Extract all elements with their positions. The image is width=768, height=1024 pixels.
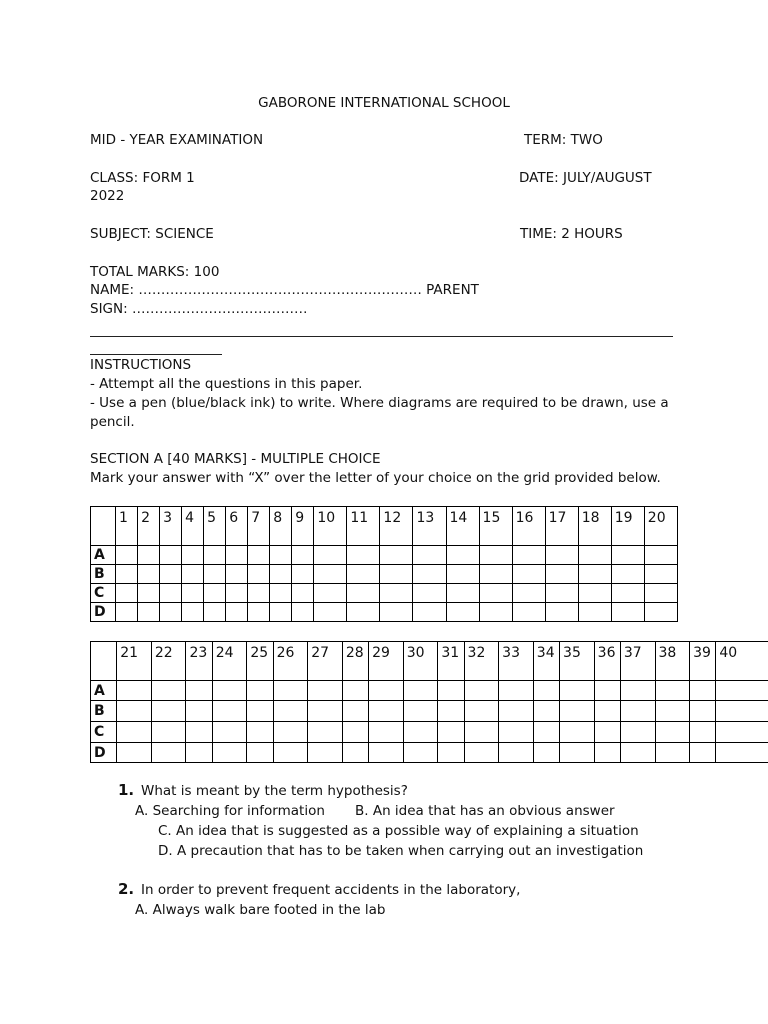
answer-cell[interactable] <box>594 701 620 722</box>
answer-cell[interactable] <box>314 565 347 584</box>
answer-cell[interactable] <box>212 681 247 701</box>
question-number-cell: 7 <box>248 507 270 546</box>
answer-cell[interactable] <box>533 701 559 722</box>
answer-cell[interactable] <box>446 565 479 584</box>
answer-cell[interactable] <box>186 701 212 722</box>
question-number-cell: 17 <box>545 507 578 546</box>
answer-cell[interactable] <box>438 681 464 701</box>
row-label: A <box>91 546 116 565</box>
answer-cell[interactable] <box>248 584 270 603</box>
answer-cell[interactable] <box>138 603 160 622</box>
question-number-cell: 15 <box>479 507 512 546</box>
answer-cell[interactable] <box>273 701 308 722</box>
answer-cell[interactable] <box>292 584 314 603</box>
question-number: 2. <box>118 880 135 898</box>
answer-cell[interactable] <box>545 546 578 565</box>
answer-cell[interactable] <box>380 603 413 622</box>
answer-cell[interactable] <box>512 584 545 603</box>
answer-cell[interactable] <box>342 743 368 763</box>
question-number-cell: 18 <box>578 507 611 546</box>
answer-cell[interactable] <box>186 681 212 701</box>
answer-cell[interactable] <box>308 701 343 722</box>
option-c: C. An idea that is suggested as a possible way of explaining a situation <box>158 823 639 839</box>
answer-cell[interactable] <box>151 722 186 743</box>
instruction-line: - Attempt all the questions in this paper. <box>90 376 363 392</box>
grid-row-d <box>91 603 678 622</box>
answer-cell[interactable] <box>403 722 438 743</box>
divider-line <box>90 336 673 337</box>
question-number-cell: 28 <box>342 642 368 681</box>
answer-cell[interactable] <box>308 743 343 763</box>
answer-cell[interactable] <box>186 743 212 763</box>
question-number-cell: 36 <box>594 642 620 681</box>
grid-header-row <box>91 642 768 681</box>
answer-cell[interactable] <box>138 546 160 565</box>
row-label: D <box>91 743 117 763</box>
question-number-cell: 16 <box>512 507 545 546</box>
answer-cell[interactable] <box>690 743 716 763</box>
option-d: D. A precaution that has to be taken when carrying out an investigation <box>158 843 644 859</box>
answer-cell[interactable] <box>560 743 595 763</box>
answer-cell[interactable] <box>620 722 655 743</box>
answer-cell[interactable] <box>464 681 499 701</box>
question-number-cell: 10 <box>314 507 347 546</box>
answer-cell[interactable] <box>151 701 186 722</box>
answer-cell[interactable] <box>644 584 677 603</box>
answer-cell[interactable] <box>716 701 768 722</box>
answer-cell[interactable] <box>655 722 690 743</box>
answer-cell[interactable] <box>116 584 138 603</box>
row-label: A <box>91 681 117 701</box>
answer-cell[interactable] <box>182 584 204 603</box>
question-number-cell: 33 <box>499 642 534 681</box>
answer-cell[interactable] <box>226 565 248 584</box>
answer-cell[interactable] <box>116 603 138 622</box>
answer-cell[interactable] <box>413 546 446 565</box>
question-number-cell: 20 <box>644 507 677 546</box>
answer-cell[interactable] <box>116 565 138 584</box>
grid-corner-cell <box>91 642 117 681</box>
answer-cell[interactable] <box>716 681 768 701</box>
answer-cell[interactable] <box>247 681 273 701</box>
question-number-cell: 25 <box>247 642 273 681</box>
answer-cell[interactable] <box>138 565 160 584</box>
answer-cell[interactable] <box>347 584 380 603</box>
answer-cell[interactable] <box>446 546 479 565</box>
question-number-cell: 8 <box>270 507 292 546</box>
answer-cell[interactable] <box>292 603 314 622</box>
row-label: B <box>91 701 117 722</box>
answer-cell[interactable] <box>620 681 655 701</box>
row-label: C <box>91 722 117 743</box>
answer-cell[interactable] <box>347 603 380 622</box>
answer-cell[interactable] <box>212 722 247 743</box>
answer-cell[interactable] <box>464 701 499 722</box>
answer-cell[interactable] <box>160 584 182 603</box>
answer-cell[interactable] <box>464 722 499 743</box>
answer-cell[interactable] <box>273 743 308 763</box>
answer-cell[interactable] <box>716 743 768 763</box>
question-number-cell: 2 <box>138 507 160 546</box>
answer-cell[interactable] <box>270 584 292 603</box>
school-name: GABORONE INTERNATIONAL SCHOOL <box>258 95 510 111</box>
instruction-line: pencil. <box>90 414 135 430</box>
answer-cell[interactable] <box>403 743 438 763</box>
answer-cell[interactable] <box>644 546 677 565</box>
answer-cell[interactable] <box>413 584 446 603</box>
question-number-cell: 34 <box>533 642 559 681</box>
answer-cell[interactable] <box>578 603 611 622</box>
answer-grid-21-40 <box>90 641 768 763</box>
answer-cell[interactable] <box>117 681 152 701</box>
answer-cell[interactable] <box>342 701 368 722</box>
answer-cell[interactable] <box>347 565 380 584</box>
question-number-cell: 9 <box>292 507 314 546</box>
answer-cell[interactable] <box>413 565 446 584</box>
answer-cell[interactable] <box>611 546 644 565</box>
answer-cell[interactable] <box>314 584 347 603</box>
answer-cell[interactable] <box>117 722 152 743</box>
answer-cell[interactable] <box>369 743 404 763</box>
answer-cell[interactable] <box>438 743 464 763</box>
answer-cell[interactable] <box>690 701 716 722</box>
answer-cell[interactable] <box>716 722 768 743</box>
subject-label: SUBJECT: SCIENCE <box>90 226 214 242</box>
answer-cell[interactable] <box>438 722 464 743</box>
instruction-line: - Use a pen (blue/black ink) to write. Where diagrams are required to be drawn, use a <box>90 395 669 411</box>
option-a: A. Searching for information <box>135 803 325 819</box>
answer-cell[interactable] <box>578 584 611 603</box>
answer-cell[interactable] <box>117 743 152 763</box>
question-number-cell: 3 <box>160 507 182 546</box>
total-marks: TOTAL MARKS: 100 <box>90 264 220 280</box>
row-label: B <box>91 565 116 584</box>
question-number-cell: 30 <box>403 642 438 681</box>
question-number-cell: 24 <box>212 642 247 681</box>
grid-row-b <box>91 701 768 722</box>
answer-cell[interactable] <box>182 565 204 584</box>
grid-header-row <box>91 507 678 546</box>
answer-grid-1-20 <box>90 506 678 622</box>
answer-cell[interactable] <box>314 546 347 565</box>
answer-cell[interactable] <box>499 743 534 763</box>
section-a-title: SECTION A [40 MARKS] - MULTIPLE CHOICE <box>90 451 381 467</box>
grid-row-b <box>91 565 678 584</box>
answer-cell[interactable] <box>369 701 404 722</box>
answer-cell[interactable] <box>247 701 273 722</box>
answer-cell[interactable] <box>438 701 464 722</box>
divider-line-short <box>90 354 222 355</box>
time-label: TIME: 2 HOURS <box>520 226 623 242</box>
question-number-cell: 38 <box>655 642 690 681</box>
answer-cell[interactable] <box>560 681 595 701</box>
grid-row-c <box>91 722 768 743</box>
answer-cell[interactable] <box>533 722 559 743</box>
answer-cell[interactable] <box>499 681 534 701</box>
answer-cell[interactable] <box>380 565 413 584</box>
answer-cell[interactable] <box>347 546 380 565</box>
question-number-cell: 6 <box>226 507 248 546</box>
answer-cell[interactable] <box>151 681 186 701</box>
answer-cell[interactable] <box>248 546 270 565</box>
instructions-heading: INSTRUCTIONS <box>90 357 192 373</box>
answer-cell[interactable] <box>270 546 292 565</box>
answer-cell[interactable] <box>512 565 545 584</box>
answer-cell[interactable] <box>314 603 347 622</box>
answer-cell[interactable] <box>247 722 273 743</box>
question-text: In order to prevent frequent accidents in the laboratory, <box>141 882 521 898</box>
answer-cell[interactable] <box>479 565 512 584</box>
answer-cell[interactable] <box>138 584 160 603</box>
answer-cell[interactable] <box>690 722 716 743</box>
answer-cell[interactable] <box>578 546 611 565</box>
answer-cell[interactable] <box>403 701 438 722</box>
grid-row-c <box>91 584 678 603</box>
grid-row-a <box>91 681 768 701</box>
question-number-cell: 21 <box>117 642 152 681</box>
answer-cell[interactable] <box>499 701 534 722</box>
answer-cell[interactable] <box>204 546 226 565</box>
answer-cell[interactable] <box>594 743 620 763</box>
answer-cell[interactable] <box>690 681 716 701</box>
question-number-cell: 27 <box>308 642 343 681</box>
answer-cell[interactable] <box>611 584 644 603</box>
answer-cell[interactable] <box>186 722 212 743</box>
answer-cell[interactable] <box>226 584 248 603</box>
answer-cell[interactable] <box>380 546 413 565</box>
answer-cell[interactable] <box>212 743 247 763</box>
grid-corner-cell <box>91 507 116 546</box>
question-number-cell: 1 <box>116 507 138 546</box>
answer-cell[interactable] <box>611 565 644 584</box>
answer-cell[interactable] <box>512 546 545 565</box>
sign-line: SIGN: ………………………………… <box>90 301 308 317</box>
answer-cell[interactable] <box>182 546 204 565</box>
answer-cell[interactable] <box>248 603 270 622</box>
question-number-cell: 39 <box>690 642 716 681</box>
answer-cell[interactable] <box>273 722 308 743</box>
answer-cell[interactable] <box>499 722 534 743</box>
grid-row-d <box>91 743 768 763</box>
answer-cell[interactable] <box>273 681 308 701</box>
answer-cell[interactable] <box>160 603 182 622</box>
question-number-cell: 31 <box>438 642 464 681</box>
answer-cell[interactable] <box>308 681 343 701</box>
answer-cell[interactable] <box>560 701 595 722</box>
answer-cell[interactable] <box>212 701 247 722</box>
answer-cell[interactable] <box>644 565 677 584</box>
answer-cell[interactable] <box>204 584 226 603</box>
answer-cell[interactable] <box>369 681 404 701</box>
name-line: NAME: ……………………………………………………… PARENT <box>90 282 479 298</box>
question-number: 1. <box>118 781 135 799</box>
answer-cell[interactable] <box>342 722 368 743</box>
term-label: TERM: TWO <box>524 132 603 148</box>
answer-cell[interactable] <box>512 603 545 622</box>
answer-cell[interactable] <box>560 722 595 743</box>
answer-cell[interactable] <box>247 743 273 763</box>
question-number-cell: 40 <box>716 642 768 681</box>
answer-cell[interactable] <box>160 565 182 584</box>
answer-cell[interactable] <box>182 603 204 622</box>
question-number-cell: 22 <box>151 642 186 681</box>
question-number-cell: 13 <box>413 507 446 546</box>
answer-cell[interactable] <box>620 743 655 763</box>
question-number-cell: 37 <box>620 642 655 681</box>
answer-cell[interactable] <box>226 603 248 622</box>
answer-cell[interactable] <box>655 743 690 763</box>
answer-cell[interactable] <box>533 681 559 701</box>
answer-cell[interactable] <box>403 681 438 701</box>
answer-cell[interactable] <box>655 701 690 722</box>
exam-title: MID - YEAR EXAMINATION <box>90 132 264 148</box>
grid-row-a <box>91 546 678 565</box>
question-number-cell: 14 <box>446 507 479 546</box>
answer-cell[interactable] <box>308 722 343 743</box>
answer-cell[interactable] <box>620 701 655 722</box>
answer-cell[interactable] <box>204 565 226 584</box>
answer-cell[interactable] <box>160 546 182 565</box>
question-text: What is meant by the term hypothesis? <box>141 783 408 799</box>
answer-cell[interactable] <box>369 722 404 743</box>
answer-cell[interactable] <box>479 603 512 622</box>
answer-cell[interactable] <box>151 743 186 763</box>
answer-cell[interactable] <box>342 681 368 701</box>
option-b: B. An idea that has an obvious answer <box>355 803 615 819</box>
answer-cell[interactable] <box>292 546 314 565</box>
answer-cell[interactable] <box>117 701 152 722</box>
answer-cell[interactable] <box>545 565 578 584</box>
row-label: C <box>91 584 116 603</box>
answer-cell[interactable] <box>248 565 270 584</box>
question-number-cell: 32 <box>464 642 499 681</box>
question-number-cell: 29 <box>369 642 404 681</box>
answer-cell[interactable] <box>204 603 226 622</box>
answer-cell[interactable] <box>446 603 479 622</box>
question-number-cell: 35 <box>560 642 595 681</box>
question-number-cell: 12 <box>380 507 413 546</box>
answer-cell[interactable] <box>655 681 690 701</box>
answer-cell[interactable] <box>116 546 138 565</box>
answer-cell[interactable] <box>611 603 644 622</box>
class-label: CLASS: FORM 1 <box>90 170 195 186</box>
option-a: A. Always walk bare footed in the lab <box>135 902 386 918</box>
answer-cell[interactable] <box>479 584 512 603</box>
answer-cell[interactable] <box>644 603 677 622</box>
answer-cell[interactable] <box>270 603 292 622</box>
answer-cell[interactable] <box>594 681 620 701</box>
answer-cell[interactable] <box>292 565 314 584</box>
question-number-cell: 23 <box>186 642 212 681</box>
question-number-cell: 5 <box>204 507 226 546</box>
answer-cell[interactable] <box>270 565 292 584</box>
answer-cell[interactable] <box>545 584 578 603</box>
answer-cell[interactable] <box>226 546 248 565</box>
question-number-cell: 4 <box>182 507 204 546</box>
date-label: DATE: JULY/AUGUST <box>519 170 652 186</box>
answer-grid-2-wrapper <box>90 641 768 765</box>
question-number-cell: 11 <box>347 507 380 546</box>
answer-cell[interactable] <box>545 603 578 622</box>
row-label: D <box>91 603 116 622</box>
answer-cell[interactable] <box>594 722 620 743</box>
question-number-cell: 19 <box>611 507 644 546</box>
answer-cell[interactable] <box>413 603 446 622</box>
answer-cell[interactable] <box>578 565 611 584</box>
date-year: 2022 <box>90 188 125 204</box>
section-a-instruction: Mark your answer with “X” over the letter of your choice on the grid provided below. <box>90 470 661 486</box>
answer-cell[interactable] <box>446 584 479 603</box>
answer-cell[interactable] <box>464 743 499 763</box>
answer-cell[interactable] <box>533 743 559 763</box>
answer-cell[interactable] <box>479 546 512 565</box>
question-number-cell: 26 <box>273 642 308 681</box>
answer-cell[interactable] <box>380 584 413 603</box>
